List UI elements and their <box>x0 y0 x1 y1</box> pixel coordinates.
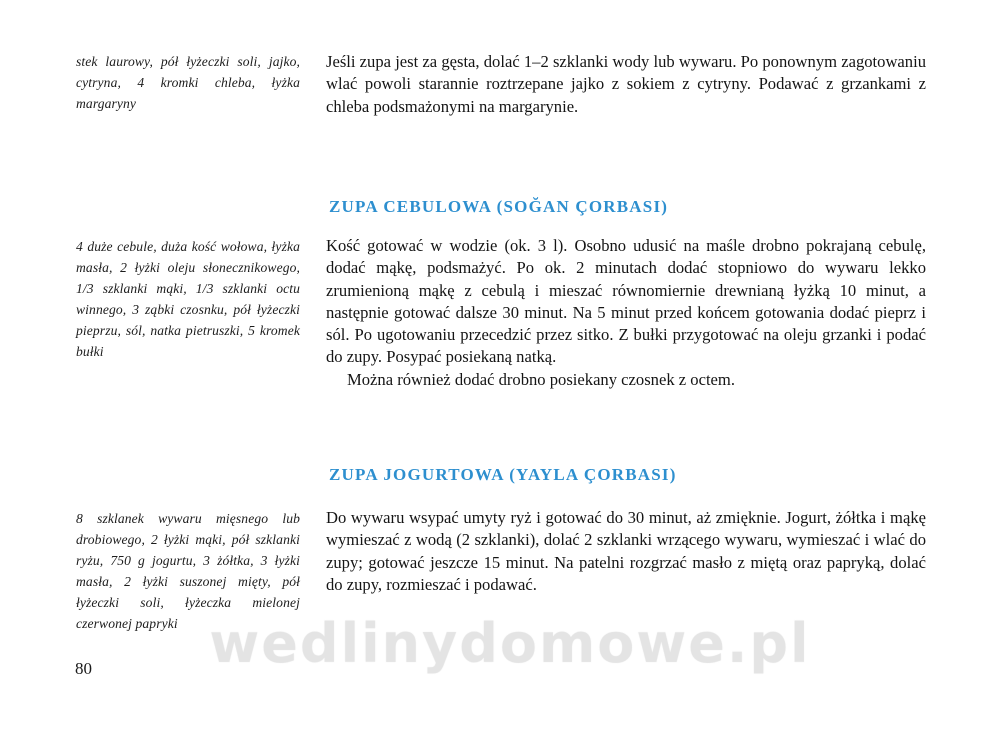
ingredients-list-onion-soup: 4 duże cebule, duża kość wołowa, łyżka masła, 2 łyżki oleju słonecznikowego, 1/3 szklanki mąki, 1/3 szklanki octu winnego, 3 ząbki czosnku, pół łyżeczki pieprzu, sól, natka pietruszki, 5 kromek bułki <box>76 239 300 359</box>
section-heading-yogurt-soup: ZUPA JOGURTOWA (YAYLA ÇORBASI) <box>329 465 677 484</box>
section-heading-onion-soup: ZUPA CEBULOWA (SOĞAN ÇORBASI) <box>329 197 669 216</box>
yogurt-soup-paragraph-1: Do wywaru wsypać umyty ryż i gotować do 30 minut, aż zmięknie. Jogurt, żółtka i mąkę wymieszać z wodą (2 szklanki), dolać 2 szklanki wrzącego wywaru, wymieszać i wlać do zupy; gotować jeszcze 15 minut. Na patelni rozgrzać masło z miętą oraz papryką, dolać do zupy, rozmieszać i podawać. <box>326 508 926 594</box>
ingredients-list-yogurt-soup: 8 szklanek wywaru mięsnego lub drobiowego, 2 łyżki mąki, pół szklanki ryżu, 750 g jogurtu, 3 żółtka, 3 łyżki masła, 2 łyżki suszonej mięty, pół łyżeczki soli, łyżeczka mielonej czerwonej papryki <box>76 511 300 631</box>
intro-paragraph <box>326 51 926 118</box>
onion-soup-paragraph-1: Kość gotować w wodzie (ok. 3 l). Osobno udusić na maśle drobno pokrajaną cebulę, dodać mąkę, podsmażyć. Po ok. 2 minutach dodać stopniowo do wywaru lekko zrumienioną mąkę z cebulą i mieszać równomiernie drewnianą łyżką 10 minut, a następnie gotować dalsze 30 minut. Na 5 minut przed końcem gotowania dodać pieprz i sól. Po ugotowaniu przecedzić przez sitko. Z bułki przygotować na oleju grzanki i podać do zupy. Posypać posiekaną natką. <box>326 236 926 367</box>
intro-text: Jeśli zupa jest za gęsta, dolać 1–2 szklanki wody lub wywaru. Po ponownym zagotowaniu wlać powoli starannie roztrzepane jajko z sokiem z cytryny. Podawać z grzankami z chleba podsmażonymi na margarynie. <box>326 52 926 116</box>
watermark: wedlinydomowe.pl <box>209 612 811 675</box>
yogurt-soup-instructions <box>326 507 926 596</box>
onion-soup-instructions <box>326 235 926 391</box>
ingredients-list-intro: stek laurowy, pół łyżeczki soli, jajko, cytryna, 4 kromki chleba, łyżka margaryny <box>76 54 300 111</box>
page-number: 80 <box>75 659 92 678</box>
onion-soup-paragraph-2: Można również dodać drobno posiekany czosnek z octem. <box>347 369 735 389</box>
